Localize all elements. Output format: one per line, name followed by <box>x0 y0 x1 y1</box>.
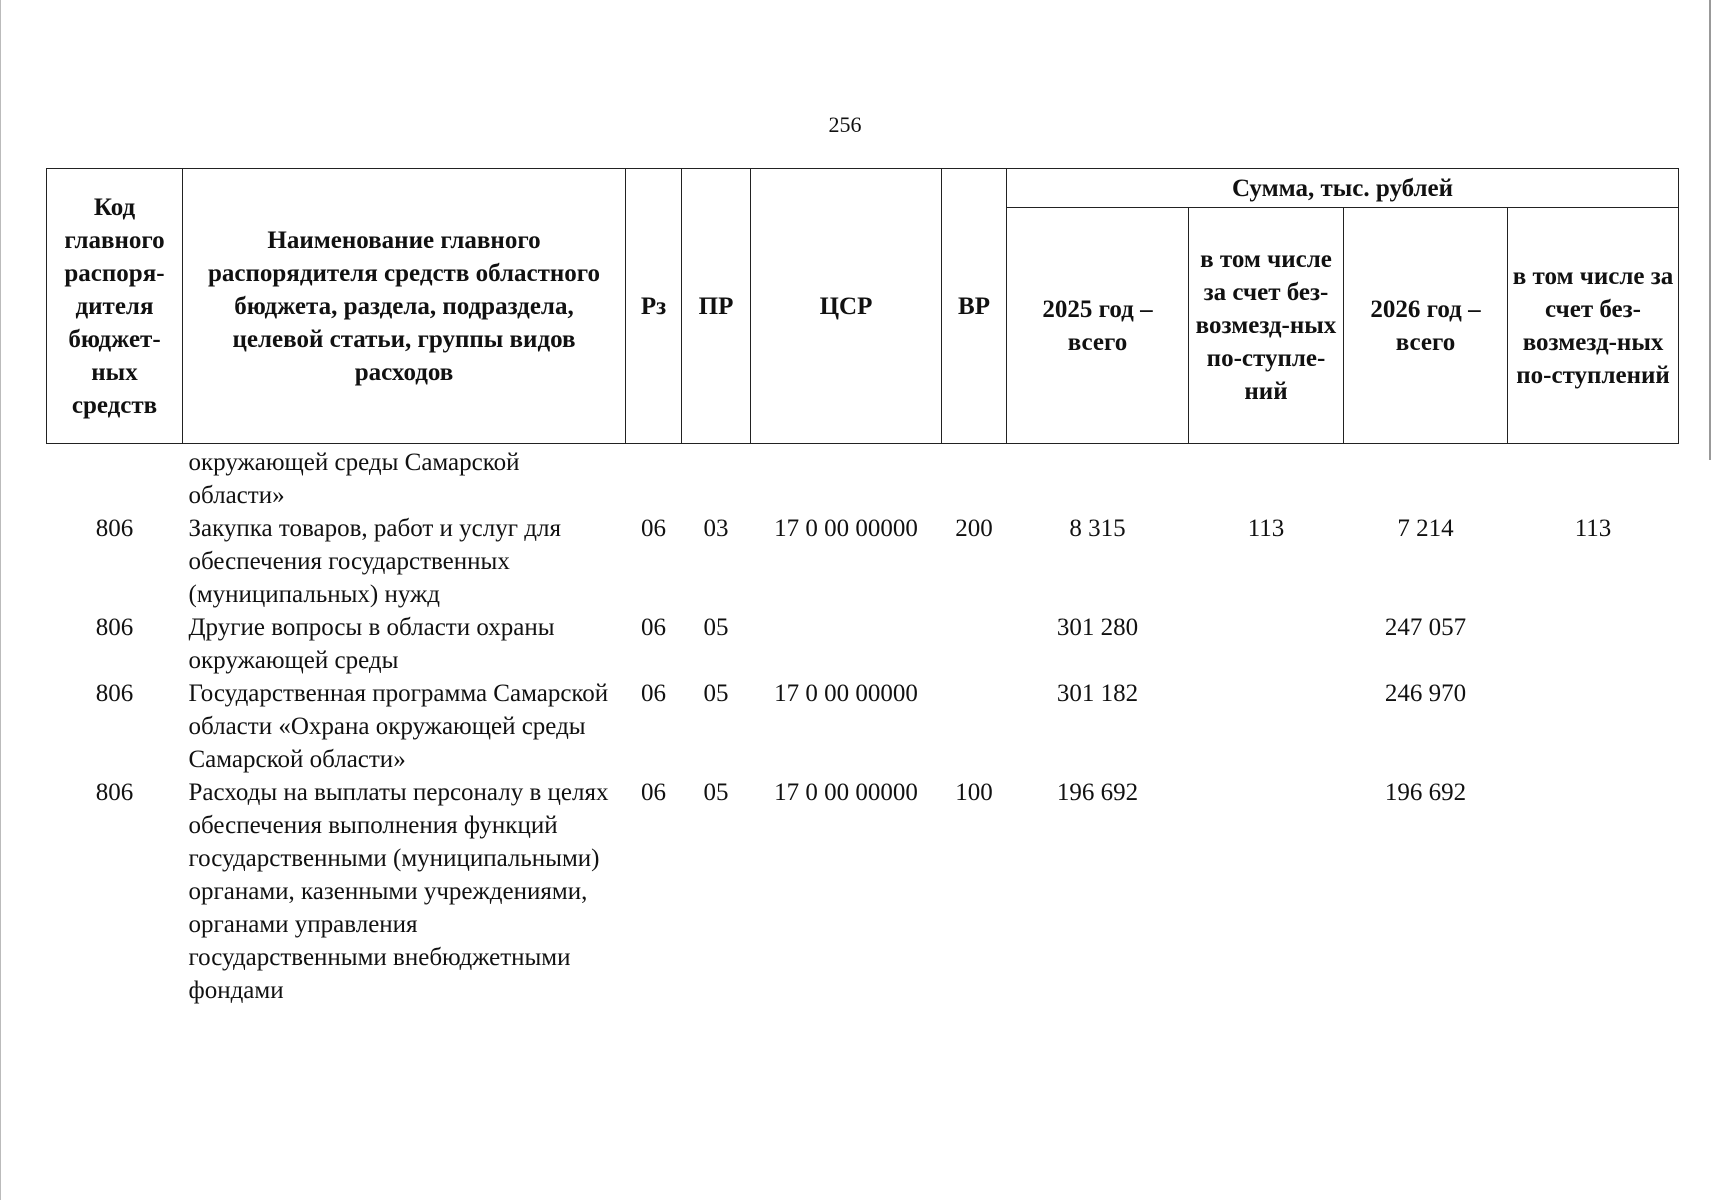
cell-pr: 05 <box>703 614 729 641</box>
cell-name: Государственная программа Самарской области «Охрана окружающей среды Самарской области» <box>188 680 609 773</box>
cell-2026-free: 113 <box>1574 515 1612 542</box>
cell-2025-total: 196 692 <box>1056 779 1139 806</box>
header-2025-free: в том числе за счет без-возмезд-ных по-ступле-ний <box>1189 208 1344 444</box>
cell-pr: 03 <box>703 515 729 542</box>
header-2026-free: в том числе за счет без-возмезд-ных по-ступлений <box>1508 208 1679 444</box>
cell-rz: 06 <box>641 515 666 542</box>
cell-2025-total: 301 182 <box>1056 680 1139 707</box>
scan-left-edge <box>0 0 1 1200</box>
cell-csr: 17 0 00 00000 <box>774 515 918 542</box>
table-row <box>47 677 1679 776</box>
cell-2026-free <box>1508 677 1679 776</box>
table-header <box>47 169 1679 444</box>
cell-2026-free <box>1508 611 1679 677</box>
cell-2026-total: 7 214 <box>1397 515 1454 542</box>
cell-pr: 05 <box>703 680 729 707</box>
cell-2025-free <box>1189 611 1344 677</box>
header-2025-total: 2025 год – всего <box>1007 208 1189 444</box>
cell-2025-free <box>1189 776 1344 1007</box>
header-pr: ПР <box>682 169 751 444</box>
cell-2026-free <box>1508 776 1679 1007</box>
budget-table <box>46 168 1679 1007</box>
cell-2026-total: 246 970 <box>1384 680 1467 707</box>
cell-rz: 06 <box>641 680 666 707</box>
header-name: Наименование главного распорядителя средств областного бюджета, раздела, подраздела, целевой статьи, группы видов расходов <box>183 169 626 444</box>
cell-2026-total: 247 057 <box>1384 614 1467 641</box>
continuation-name: окружающей среды Самарской области» <box>188 449 520 509</box>
page-number: 256 <box>828 112 862 137</box>
cell-2025-free <box>1189 677 1344 776</box>
header-code: Код главного распоря-дителя бюджет-ных средств <box>47 169 183 444</box>
cell-code: 806 <box>95 779 134 806</box>
cell-csr <box>751 611 942 677</box>
cell-name: Расходы на выплаты персоналу в целях обеспечения выполнения функций государственными (муниципальными) органами, казенными учреждениями, органами управления государственными внебюджетными фондами <box>188 779 609 1004</box>
cell-rz: 06 <box>641 779 666 806</box>
header-sum-group: Сумма, тыс. рублей <box>1007 169 1679 208</box>
header-csr: ЦСР <box>751 169 942 444</box>
cell-2025-total: 301 280 <box>1056 614 1139 641</box>
cell-2025-free: 113 <box>1247 515 1285 542</box>
cell-2025-total: 8 315 <box>1069 515 1126 542</box>
table-row <box>47 611 1679 677</box>
cell-rz: 06 <box>641 614 666 641</box>
cell-name: Другие вопросы в области охраны окружающей среды <box>188 614 555 674</box>
cell-vr <box>942 611 1007 677</box>
cell-code: 806 <box>95 680 134 707</box>
header-2026-total: 2026 год – всего <box>1344 208 1508 444</box>
table-row <box>47 512 1679 611</box>
cell-vr: 200 <box>955 515 993 542</box>
cell-csr: 17 0 00 00000 <box>774 779 918 806</box>
header-rz: Рз <box>626 169 682 444</box>
cell-vr: 100 <box>955 779 993 806</box>
cell-pr: 05 <box>703 779 729 806</box>
header-vr: ВР <box>942 169 1007 444</box>
table-body <box>47 444 1679 1008</box>
cell-code: 806 <box>95 614 134 641</box>
cell-2026-total: 196 692 <box>1384 779 1467 806</box>
cell-vr <box>942 677 1007 776</box>
table-row-continuation <box>47 444 1679 513</box>
cell-name: Закупка товаров, работ и услуг для обеспечения государственных (муниципальных) нужд <box>188 515 561 608</box>
cell-code: 806 <box>95 515 134 542</box>
table-row <box>47 776 1679 1007</box>
cell-csr: 17 0 00 00000 <box>774 680 918 707</box>
